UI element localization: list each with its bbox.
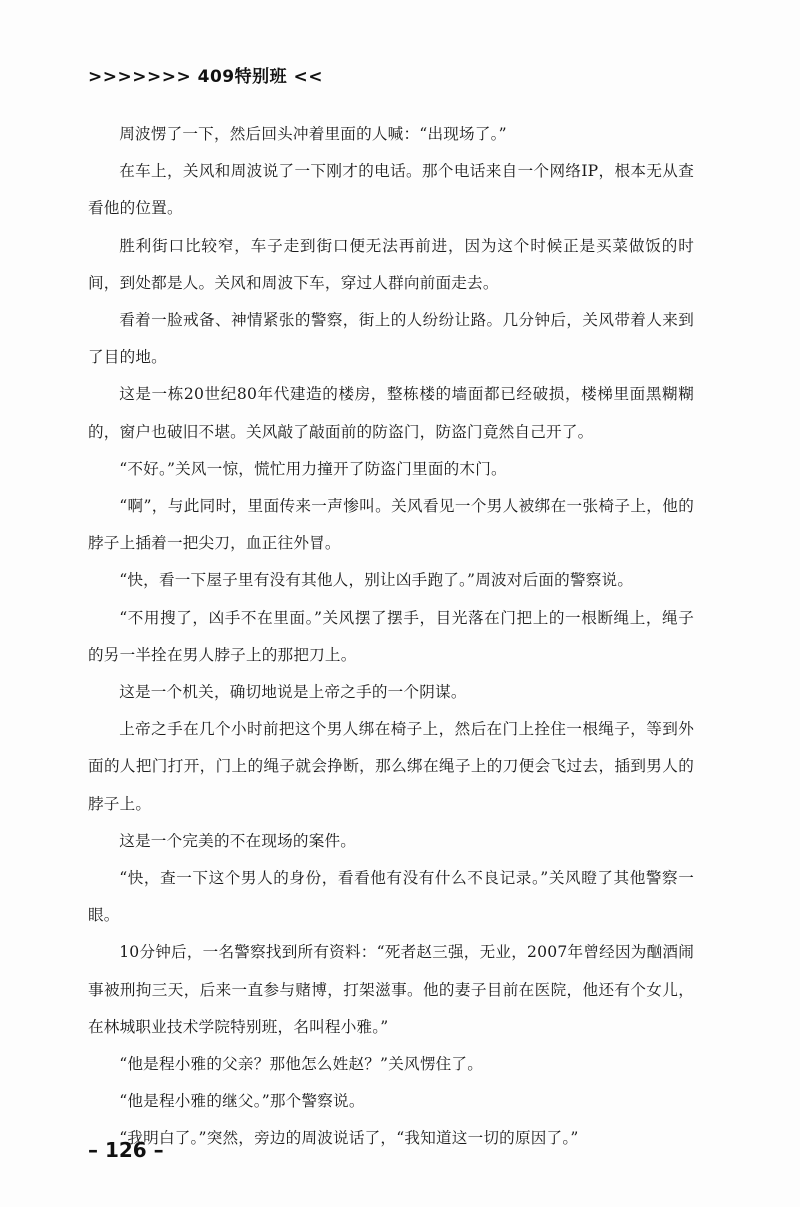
paragraph: 10分钟后，一名警察找到所有资料：“死者赵三强，无业，2007年曾经因为酗酒闹事被刑拘三天，后来一直参与赌博，打架滋事。他的妻子目前在医院，他还有个女儿，在林城职业技术学院特别班，名叫程小雅。”	[88, 943, 694, 1036]
paragraph: 周波愣了一下，然后回头冲着里面的人喊：“出现场了。”	[119, 125, 507, 143]
page-number: – 126 –	[88, 1138, 164, 1162]
paragraph: 看着一脸戒备、神情紧张的警察，街上的人纷纷让路。几分钟后，关风带着人来到了目的地。	[88, 311, 694, 367]
paragraph: “快，查一下这个男人的身份，看看他有没有什么不良记录。”关风瞪了其他警察一眼。	[88, 869, 694, 925]
paragraph: “啊”，与此同时，里面传来一声惨叫。关风看见一个男人被绑在一张椅子上，他的脖子上插着一把尖刀，血正往外冒。	[88, 497, 694, 553]
running-header: >>>>>>> 409特别班 <<	[88, 67, 324, 87]
body-text	[88, 116, 694, 1158]
paragraph: “不好。”关风一惊，慌忙用力撞开了防盗门里面的木门。	[119, 459, 507, 478]
paragraph: “他是程小雅的父亲？那他怎么姓赵？”关风愣住了。	[119, 1055, 483, 1074]
paragraph: “我明白了。”突然，旁边的周波说话了，“我知道这一切的原因了。”	[119, 1129, 579, 1148]
paragraph: 胜利街口比较窄，车子走到街口便无法再前进，因为这个时候正是买菜做饭的时间，到处都是人。关风和周波下车，穿过人群向前面走去。	[88, 236, 694, 292]
paragraph: “他是程小雅的继父。”那个警察说。	[119, 1092, 365, 1111]
paragraph: 这是一个完美的不在现场的案件。	[119, 831, 357, 850]
paragraph: “不用搜了，凶手不在里面。”关风摆了摆手，目光落在门把上的一根断绳上，绳子的另一半拴在男人脖子上的那把刀上。	[88, 608, 694, 664]
paragraph: 在车上，关风和周波说了一下刚才的电话。那个电话来自一个网络IP，根本无从查看他的位置。	[88, 162, 694, 218]
paragraph: “快，看一下屋子里有没有其他人，别让凶手跑了。”周波对后面的警察说。	[119, 571, 634, 590]
paragraph: 这是一个机关，确切地说是上帝之手的一个阴谋。	[119, 683, 467, 702]
paragraph: 这是一栋20世纪80年代建造的楼房，整栋楼的墙面都已经破损，楼梯里面黑糊糊的，窗户也破旧不堪。关风敲了敲面前的防盗门，防盗门竟然自己开了。	[88, 385, 694, 441]
paragraph: 上帝之手在几个小时前把这个男人绑在椅子上，然后在门上拴住一根绳子，等到外面的人把门打开，门上的绳子就会挣断，那么绑在绳子上的刀便会飞过去，插到男人的脖子上。	[88, 720, 694, 813]
